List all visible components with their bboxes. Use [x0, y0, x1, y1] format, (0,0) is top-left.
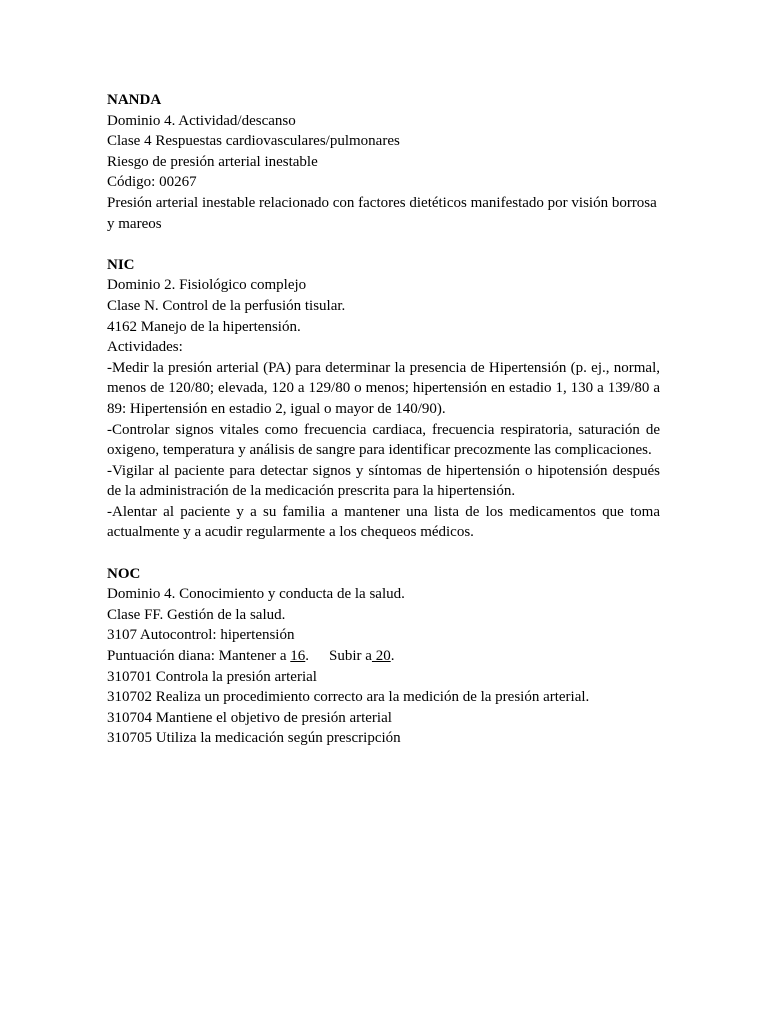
maintain-period: .	[305, 648, 310, 665]
raise-label: Subir a	[329, 648, 372, 665]
noc-domain: Dominio 4. Conocimiento y conducta de la salud.	[107, 586, 405, 603]
raise-period: .	[390, 648, 395, 665]
noc-indicator: 310704 Mantiene el objetivo de presión arterial	[107, 709, 392, 726]
noc-outcome: 3107 Autocontrol: hipertensión	[107, 627, 295, 644]
noc-indicator: 310705 Utiliza la medicación según prescripción	[107, 730, 401, 747]
raise-value: 20	[371, 648, 391, 665]
nanda-section	[107, 90, 660, 234]
nic-activity-item: -Medir la presión arterial (PA) para determinar la presencia de Hipertensión (p. ej., normal, menos de 120/80; elevada, 120 a 129/80 o menos; hipertensión en estadio 1, 130 a 139/80 a 89: Hipertensión en estadio 2, igual o mayor de 140/90).	[107, 359, 660, 417]
nanda-class: Clase 4 Respuestas cardiovasculares/pulmonares	[107, 133, 400, 150]
score-label: Puntuación diana: Mantener a	[107, 648, 291, 665]
nic-activity-item: -Controlar signos vitales como frecuencia cardiaca, frecuencia respiratoria, saturación de oxigeno, temperatura y análisis de sangre para identificar precozmente las complicaciones.	[107, 421, 660, 459]
nanda-diagnosis: Riesgo de presión arterial inestable	[107, 153, 318, 170]
nic-class: Clase N. Control de la perfusión tisular.	[107, 297, 346, 314]
noc-target-score	[107, 646, 660, 667]
nanda-code: Código: 00267	[107, 174, 197, 191]
maintain-value: 16	[290, 648, 306, 665]
noc-indicator: 310701 Controla la presión arterial	[107, 668, 317, 685]
nic-section	[107, 255, 660, 543]
document-page	[107, 90, 660, 770]
nic-activities-label: Actividades:	[107, 339, 183, 356]
nanda-domain: Dominio 4. Actividad/descanso	[107, 112, 296, 129]
nic-domain: Dominio 2. Fisiológico complejo	[107, 277, 307, 294]
noc-section	[107, 564, 660, 749]
nanda-statement: Presión arterial inestable relacionado con factores dietéticos manifestado por visión borrosa y mareos	[107, 194, 657, 232]
nic-heading: NIC	[107, 256, 135, 273]
nic-intervention: 4162 Manejo de la hipertensión.	[107, 318, 301, 335]
nic-activity-item: -Alentar al paciente y a su familia a mantener una lista de los medicamentos que toma actualmente y a acudir regularmente a los chequeos médicos.	[107, 503, 660, 541]
nanda-heading: NANDA	[107, 92, 162, 108]
noc-class: Clase FF. Gestión de la salud.	[107, 606, 286, 623]
noc-indicator: 310702 Realiza un procedimiento correcto ara la medición de la presión arterial.	[107, 689, 590, 706]
nic-activity-item: -Vigilar al paciente para detectar signos y síntomas de hipertensión o hipotensión después de la administración de la medicación prescrita para la hipertensión.	[107, 462, 660, 500]
noc-heading: NOC	[107, 565, 141, 582]
